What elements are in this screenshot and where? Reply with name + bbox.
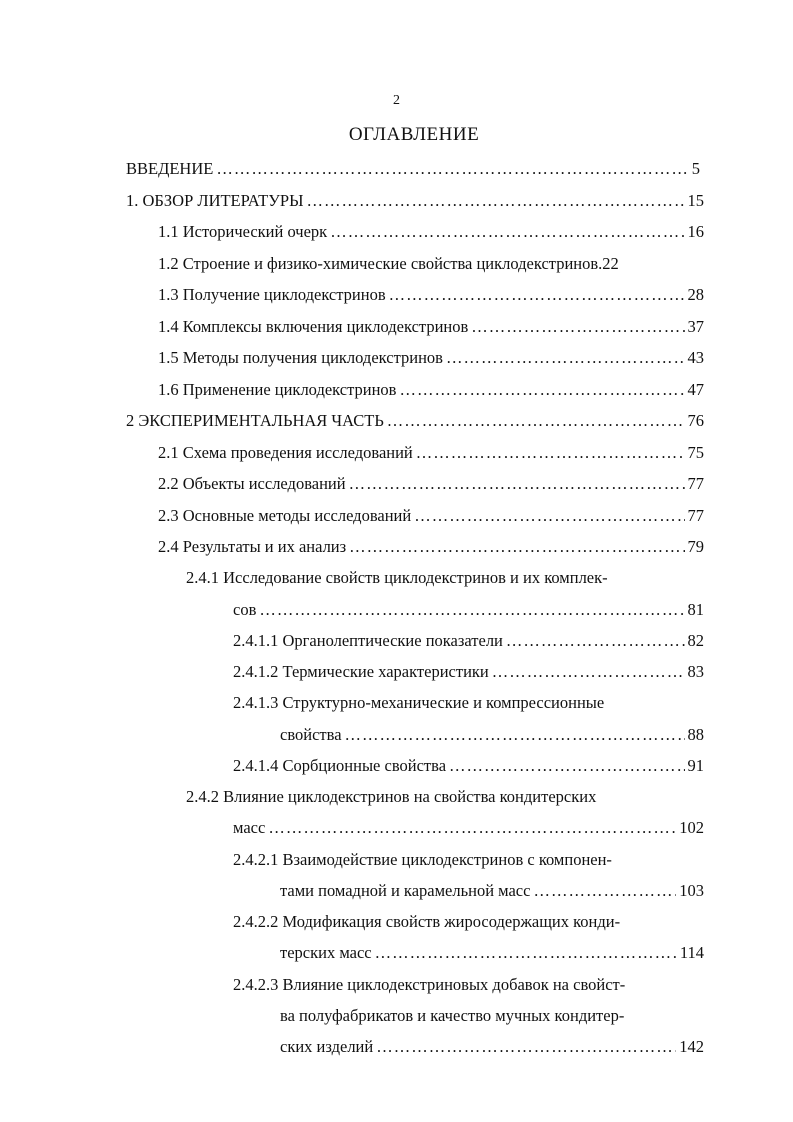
toc-entry-page: 88: [687, 725, 704, 744]
toc-leader: [375, 942, 677, 964]
toc-entry-title: 1.2 Строение и физико-химические свойства циклодекстринов.22: [158, 254, 619, 273]
toc-entry: [158, 442, 704, 464]
toc-leader: [349, 536, 684, 558]
page-title: ОГЛАВЛЕНИЕ: [348, 124, 480, 145]
toc-entry: [158, 536, 704, 558]
toc-leader: [399, 379, 684, 401]
toc-entry-title: 2.4.1.2 Термические характеристики: [233, 662, 489, 681]
toc-entry-title: 2.4 Результаты и их анализ: [158, 537, 347, 556]
toc-leader: [506, 630, 685, 652]
toc-entry-title: 1.1 Исторический очерк: [158, 222, 328, 241]
toc-entry-page: 142: [679, 1037, 704, 1056]
toc-entry-first-line: 2.4.2 Влияние циклодекстринов на свойства кондитерских: [186, 787, 597, 806]
toc-entry-page: 82: [687, 631, 704, 650]
toc-entry: [158, 379, 704, 401]
toc-entry-page: 91: [687, 756, 704, 775]
toc-leader: [376, 1036, 676, 1058]
toc-entry-page: 16: [687, 222, 704, 241]
toc-leader: [307, 190, 685, 212]
toc-entry-page: 77: [687, 506, 704, 525]
toc-entry-title: 2.1 Схема проведения исследований: [158, 443, 413, 462]
toc-entry-first-line: 2.4.1 Исследование свойств циклодекстринов и их комплек-: [186, 568, 608, 587]
toc-entry: [158, 253, 718, 275]
toc-leader: [330, 221, 684, 243]
toc-entry-page: 81: [687, 600, 704, 619]
toc-entry-title: терских масс: [280, 943, 372, 962]
toc-entry: [158, 473, 704, 495]
toc-entry: [158, 347, 704, 369]
toc-entry-title: 1.3 Получение циклодекстринов: [158, 285, 386, 304]
toc-leader: [259, 599, 684, 621]
toc-entry: [233, 599, 704, 621]
toc-entry-page: 5: [691, 159, 700, 178]
toc-entry-title: 2.4.1.1 Органолептические показатели: [233, 631, 503, 650]
toc-entry-title: 2.2 Объекты исследований: [158, 474, 346, 493]
toc-entry-page: 75: [687, 443, 704, 462]
toc-entry-page: 83: [687, 662, 704, 681]
toc-entry: [126, 158, 700, 180]
toc-entry-first-line: 2.4.1.3 Структурно-механические и компрессионные: [233, 693, 605, 712]
page-number: 2: [393, 93, 400, 108]
toc-entry-title: 2.4.1.4 Сорбционные свойства: [233, 756, 447, 775]
toc-entry-page: 43: [687, 348, 704, 367]
toc-leader: [349, 473, 685, 495]
toc-entry-title: свойства: [280, 725, 342, 744]
toc-entry-title: 1.4 Комплексы включения циклодекстринов: [158, 317, 469, 336]
toc-entry-title: 1. ОБЗОР ЛИТЕРАТУРЫ: [126, 191, 304, 210]
toc-entry: [233, 661, 704, 683]
toc-entry-page: 76: [687, 411, 704, 430]
toc-entry-first-line: 2.4.2.2 Модификация свойств жиросодержащих конди-: [233, 912, 621, 931]
toc-leader: [414, 505, 684, 527]
toc-entry: [280, 880, 704, 902]
toc-entry-title: 2 ЭКСПЕРИМЕНТАЛЬНАЯ ЧАСТЬ: [126, 411, 384, 430]
toc-entry-title: ВВЕДЕНИЕ: [126, 159, 214, 178]
toc-entry: [158, 316, 704, 338]
toc-entry: [233, 755, 704, 777]
toc-entry: [158, 505, 704, 527]
toc-entry: [233, 817, 704, 839]
toc-entry-page: 28: [687, 285, 704, 304]
toc-entry: [280, 724, 704, 746]
toc-entry-page: 103: [679, 881, 704, 900]
toc-entry-first-line: 2.4.2.3 Влияние циклодекстриновых добавок на свойст-: [233, 975, 626, 994]
toc-leader: [492, 661, 685, 683]
toc-entry-title: ских изделий: [280, 1037, 374, 1056]
toc-entry-page: 79: [687, 537, 704, 556]
toc-entry: [158, 284, 704, 306]
toc-entry-first-line: 2.4.2.1 Взаимодействие циклодекстринов с компонен-: [233, 850, 612, 869]
toc-leader: [345, 724, 685, 746]
toc-leader: [216, 158, 688, 180]
toc-leader: [446, 347, 685, 369]
toc-leader: [389, 284, 685, 306]
toc-entry-page: 102: [679, 818, 704, 837]
toc-entry-title: 1.5 Методы получения циклодекстринов: [158, 348, 443, 367]
toc-entry-page: 114: [679, 943, 704, 962]
toc-entry-title: 1.6 Применение циклодекстринов: [158, 380, 397, 399]
toc-leader: [268, 817, 676, 839]
toc-entry: [126, 410, 704, 432]
toc-leader: [533, 880, 676, 902]
toc-entry-title: сов: [233, 600, 257, 619]
toc-entry-page: 15: [687, 191, 704, 210]
toc-entry: [233, 630, 704, 652]
toc-entry-second-line: ва полуфабрикатов и качество мучных кондитер-: [280, 1006, 625, 1025]
toc-leader: [449, 755, 684, 777]
toc-entry-page: 77: [687, 474, 704, 493]
toc-leader: [416, 442, 685, 464]
toc-entry-title: 2.3 Основные методы исследований: [158, 506, 412, 525]
toc-entry: [158, 221, 704, 243]
toc-entry-page: 37: [687, 317, 704, 336]
toc-entry-title: масс: [233, 818, 266, 837]
toc-entry: [280, 1036, 704, 1058]
toc-entry: [126, 190, 704, 212]
toc-leader: [471, 316, 684, 338]
toc-leader: [387, 410, 685, 432]
toc-entry-title: тами помадной и карамельной масс: [280, 881, 531, 900]
toc-entry-page: 47: [687, 380, 704, 399]
toc-entry: [280, 942, 704, 964]
